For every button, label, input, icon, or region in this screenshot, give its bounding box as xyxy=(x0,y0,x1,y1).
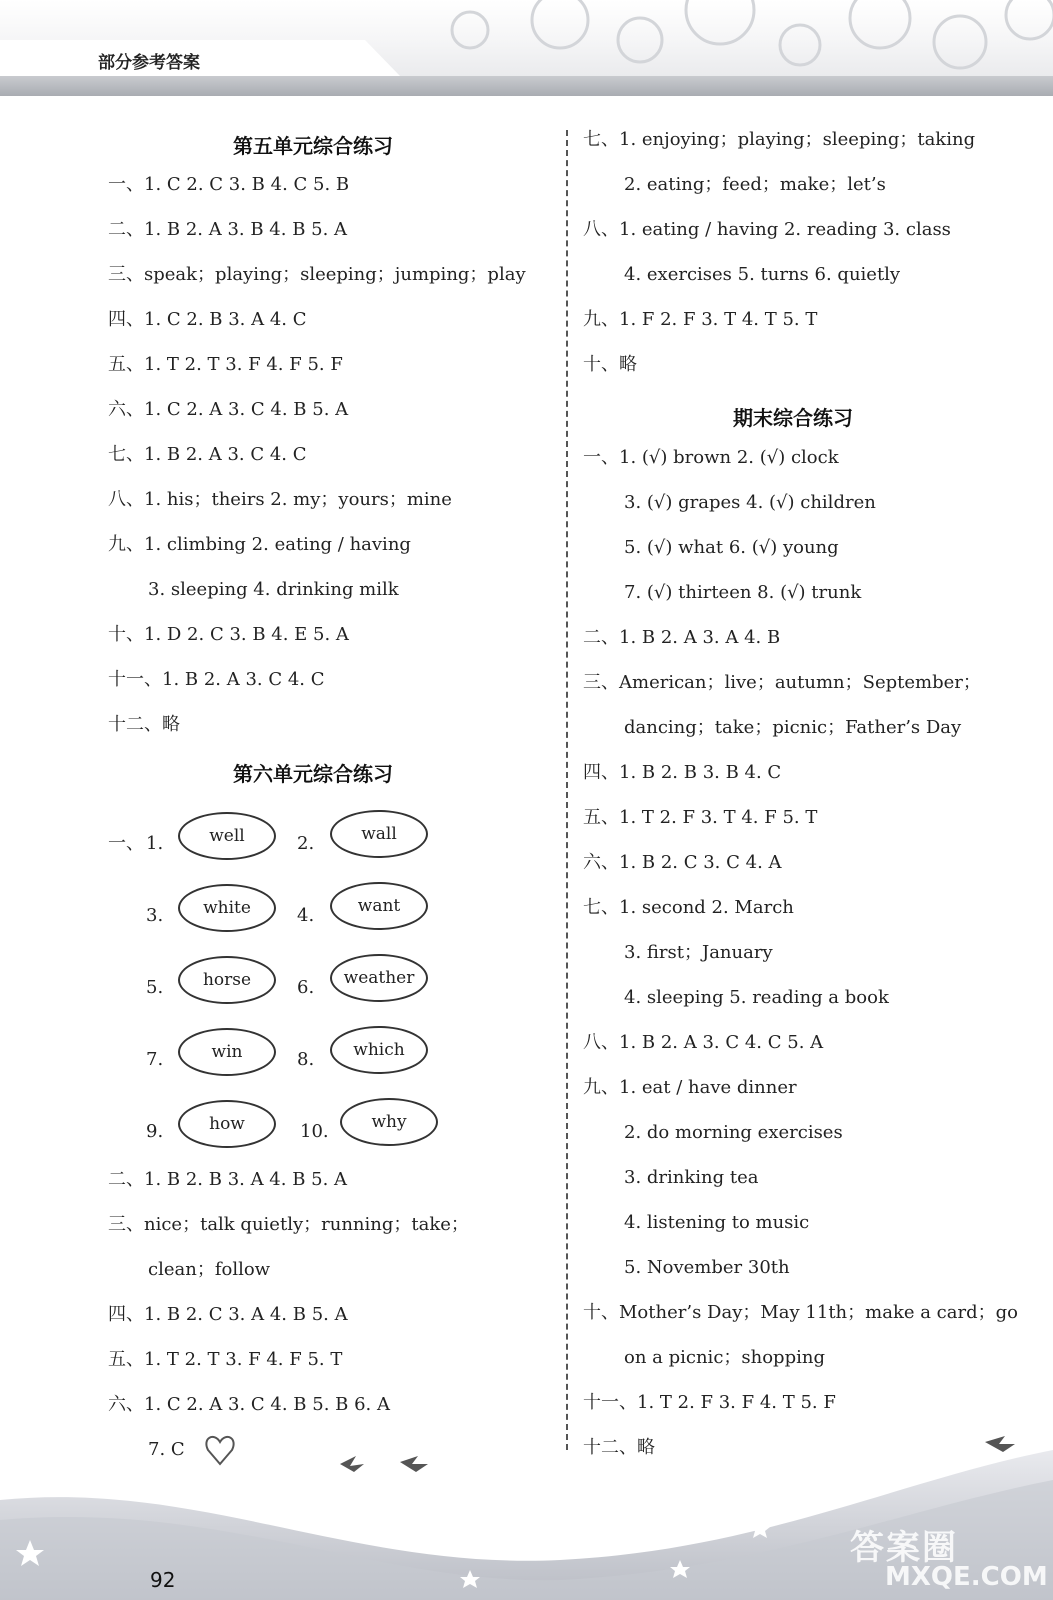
unit5-line: 十二、略 xyxy=(108,714,180,735)
unit6-line: 五、1. T 2. T 3. F 4. F 5. T xyxy=(108,1349,343,1370)
oval-number: 3. xyxy=(146,905,164,926)
final-line: 三、American；live；autumn；September； xyxy=(583,672,981,693)
final-line: 2. do morning exercises xyxy=(624,1122,843,1143)
final-line: 3. drinking tea xyxy=(624,1167,759,1188)
oval-number: 8. xyxy=(297,1049,315,1070)
circled-word: win xyxy=(178,1028,276,1076)
final-heading: 期末综合练习 xyxy=(733,406,853,430)
final-line: 3. (√) grapes 4. (√) children xyxy=(624,492,876,513)
circled-word: which xyxy=(330,1026,428,1074)
final-line: 七、1. second 2. March xyxy=(583,897,794,918)
circled-word: horse xyxy=(178,956,276,1004)
unit5-line: 十一、1. B 2. A 3. C 4. C xyxy=(108,669,325,690)
circled-word: want xyxy=(330,882,428,930)
final-line: 7. (√) thirteen 8. (√) trunk xyxy=(624,582,862,603)
circled-word: why xyxy=(340,1098,438,1146)
circled-word: well xyxy=(178,812,276,860)
unit5-line: 三、speak；playing；sleeping；jumping；play xyxy=(108,264,526,285)
final-line: 六、1. B 2. C 3. C 4. A xyxy=(583,852,782,873)
final-line: 一、1. (√) brown 2. (√) clock xyxy=(583,447,839,468)
unit6-line: 7. C xyxy=(148,1439,185,1460)
unit5-line: 八、1. his；theirs 2. my；yours；mine xyxy=(108,489,452,510)
oval-number: 10. xyxy=(300,1121,329,1142)
oval-number: 9. xyxy=(146,1121,164,1142)
final-line: 3. first；January xyxy=(624,942,773,963)
oval-number: 7. xyxy=(146,1049,164,1070)
unit6-line: 三、nice；talk quietly；running；take； xyxy=(108,1214,469,1235)
unit6-cont-line: 4. exercises 5. turns 6. quietly xyxy=(624,264,901,285)
circled-word: white xyxy=(178,884,276,932)
final-line: dancing；take；picnic；Father’s Day xyxy=(624,717,962,738)
unit6-cont-line: 2. eating；feed；make；let’s xyxy=(624,174,886,195)
final-line: 八、1. B 2. A 3. C 4. C 5. A xyxy=(583,1032,824,1053)
circled-word: how xyxy=(178,1100,276,1148)
unit5-line: 七、1. B 2. A 3. C 4. C xyxy=(108,444,307,465)
circled-word: weather xyxy=(330,954,428,1002)
oval-question-prefix: 一、 xyxy=(108,833,144,854)
oval-number: 5. xyxy=(146,977,164,998)
oval-number: 2. xyxy=(297,833,315,854)
unit6-cont-line: 九、1. F 2. F 3. T 4. T 5. T xyxy=(583,309,818,330)
final-line: 4. listening to music xyxy=(624,1212,810,1233)
unit6-line: clean；follow xyxy=(148,1259,271,1280)
oval-number: 1. xyxy=(146,833,164,854)
watermark-logo: 答案圈 xyxy=(850,1528,958,1568)
unit6-line: 六、1. C 2. A 3. C 4. B 5. B 6. A xyxy=(108,1394,390,1415)
unit6-cont-line: 十、略 xyxy=(583,354,637,375)
unit6-cont-line: 七、1. enjoying；playing；sleeping；taking xyxy=(583,129,976,150)
final-line: 十二、略 xyxy=(583,1437,655,1458)
unit5-line: 四、1. C 2. B 3. A 4. C xyxy=(108,309,307,330)
unit5-line: 3. sleeping 4. drinking milk xyxy=(148,579,399,600)
unit6-line: 四、1. B 2. C 3. A 4. B 5. A xyxy=(108,1304,348,1325)
unit5-line: 六、1. C 2. A 3. C 4. B 5. A xyxy=(108,399,349,420)
final-line: 十、Mother’s Day；May 11th；make a card；go xyxy=(583,1302,1018,1323)
page-footer xyxy=(0,1420,1053,1600)
unit6-line: 二、1. B 2. B 3. A 4. B 5. A xyxy=(108,1169,348,1190)
header-band xyxy=(0,76,1053,96)
final-line: 四、1. B 2. B 3. B 4. C xyxy=(583,762,782,783)
unit6-heading: 第六单元综合练习 xyxy=(233,762,393,786)
page-number: 92 xyxy=(150,1568,176,1592)
header-title-tab xyxy=(0,40,400,76)
oval-number: 6. xyxy=(297,977,315,998)
watermark-url: MXQE.COM xyxy=(885,1562,1048,1592)
final-line: 5. November 30th xyxy=(624,1257,790,1278)
final-line: 五、1. T 2. F 3. T 4. F 5. T xyxy=(583,807,818,828)
header-title: 部分参考答案 xyxy=(98,53,200,73)
circled-word: wall xyxy=(330,810,428,858)
unit5-heading: 第五单元综合练习 xyxy=(233,134,393,158)
column-divider xyxy=(566,130,568,1450)
unit5-line: 五、1. T 2. T 3. F 4. F 5. F xyxy=(108,354,343,375)
unit6-cont-line: 八、1. eating / having 2. reading 3. class xyxy=(583,219,951,240)
oval-number: 4. xyxy=(297,905,315,926)
final-line: 4. sleeping 5. reading a book xyxy=(624,987,889,1008)
final-line: on a picnic；shopping xyxy=(624,1347,825,1368)
final-line: 十一、1. T 2. F 3. F 4. T 5. F xyxy=(583,1392,836,1413)
page-header xyxy=(0,0,1053,96)
unit5-line: 十、1. D 2. C 3. B 4. E 5. A xyxy=(108,624,349,645)
final-line: 二、1. B 2. A 3. A 4. B xyxy=(583,627,781,648)
unit5-line: 二、1. B 2. A 3. B 4. B 5. A xyxy=(108,219,348,240)
final-line: 5. (√) what 6. (√) young xyxy=(624,537,839,558)
final-line: 九、1. eat / have dinner xyxy=(583,1077,797,1098)
unit5-line: 一、1. C 2. C 3. B 4. C 5. B xyxy=(108,174,350,195)
unit5-line: 九、1. climbing 2. eating / having xyxy=(108,534,411,555)
